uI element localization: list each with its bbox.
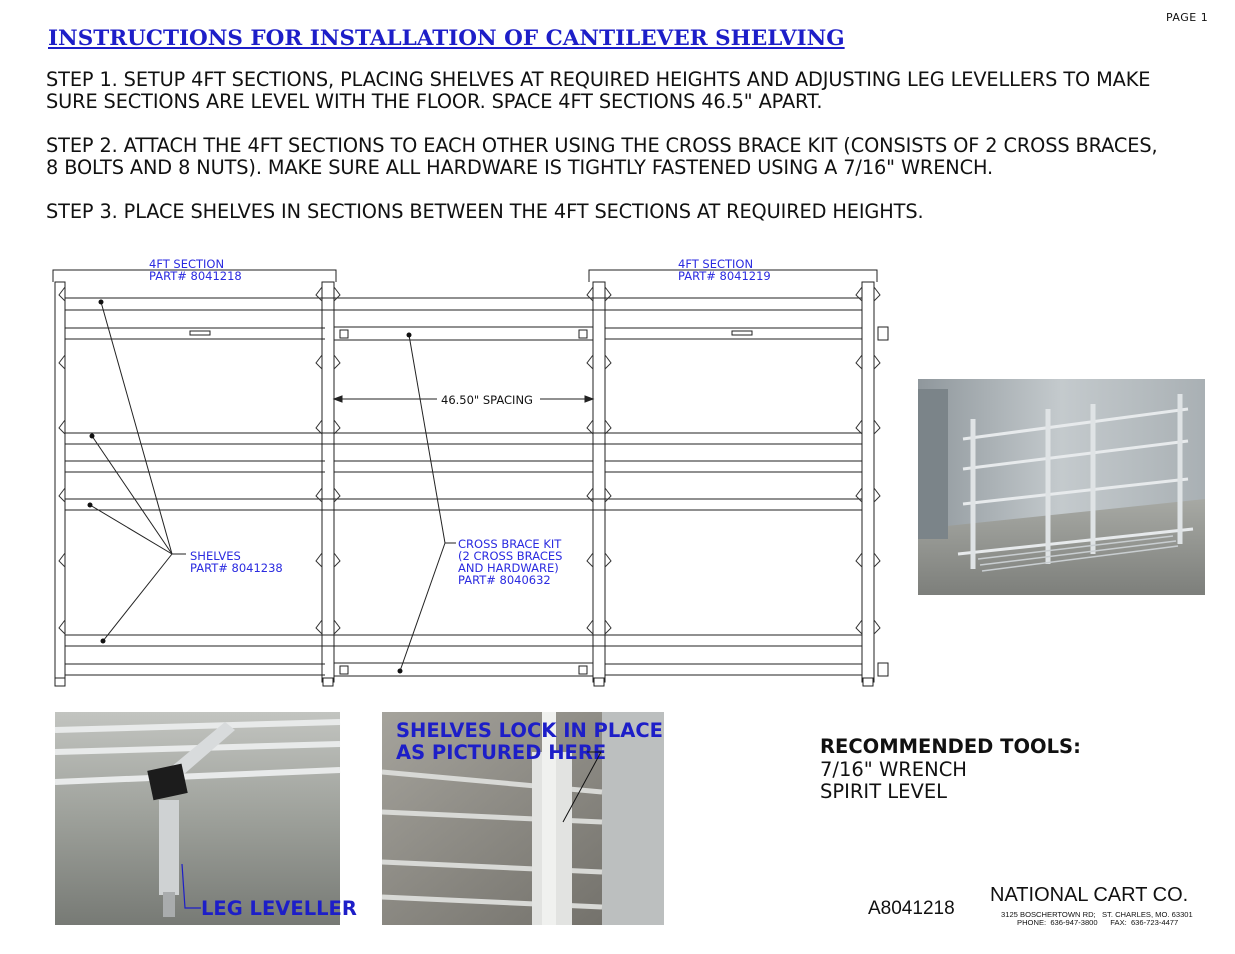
shelf-3: [65, 461, 862, 472]
section-right-label: 4FT SECTION PART# 8041219: [678, 257, 771, 283]
leveller-foot: [55, 678, 65, 686]
cross-brace-top: [334, 327, 593, 340]
upright: [862, 282, 874, 682]
tools-heading: RECOMMENDED TOOLS:: [820, 735, 1081, 758]
shelf-top: [65, 298, 862, 310]
spacing-dimension: 46.50" SPACING: [437, 393, 537, 407]
step-1-line-2: SURE SECTIONS ARE LEVEL WITH THE FLOOR. SPACE 4FT SECTIONS 46.5" APART.: [46, 90, 823, 113]
step-1-line-1: STEP 1. SETUP 4FT SECTIONS, PLACING SHELVES AT REQUIRED HEIGHTS AND ADJUSTING LEG LEVELLERS TO MAKE: [46, 68, 1151, 91]
step-2-line-2: 8 BOLTS AND 8 NUTS). MAKE SURE ALL HARDWARE IS TIGHTLY FASTENED USING A 7/16" WRENCH.: [46, 156, 994, 179]
shelf-lock-photo: [382, 712, 664, 925]
leveller-foot: [323, 678, 333, 686]
bracket-end: [878, 663, 888, 676]
step-2-line-1: STEP 2. ATTACH THE 4FT SECTIONS TO EACH OTHER USING THE CROSS BRACE KIT (CONSISTS OF 2 CROSS BRACES,: [46, 134, 1158, 157]
cross-brace-label: CROSS BRACE KIT (2 CROSS BRACES AND HARDWARE) PART# 8040632: [458, 537, 563, 587]
company-name: NATIONAL CART CO.: [990, 884, 1189, 906]
bracket-end: [878, 327, 888, 340]
leg-leveller-callout: LEG LEVELLER: [201, 897, 357, 920]
document-number: A8041218: [868, 898, 955, 919]
leveller-foot: [863, 678, 873, 686]
label-plate: [190, 331, 210, 335]
tool-item: 7/16" WRENCH: [820, 758, 967, 781]
cross-brace-bottom: [334, 663, 593, 676]
shelf-4: [65, 499, 862, 510]
leveller-leader: [55, 712, 340, 925]
step-3-line-1: STEP 3. PLACE SHELVES IN SECTIONS BETWEEN THE 4FT SECTIONS AT REQUIRED HEIGHTS.: [46, 200, 924, 223]
company-address: 3125 BOSCHERTOWN RD; ST. CHARLES, MO. 63301: [1001, 910, 1193, 919]
cross-brace-leaders: [400, 335, 456, 671]
tool-item: SPIRIT LEVEL: [820, 780, 948, 803]
shelf-2: [65, 433, 862, 444]
upright: [322, 282, 334, 682]
shelf-lock-callout-line-1: SHELVES LOCK IN PLACE: [396, 719, 663, 742]
page-label: PAGE 1: [1166, 11, 1209, 24]
page-title: INSTRUCTIONS FOR INSTALLATION OF CANTILEVER SHELVING: [48, 26, 845, 51]
shelf-bottom: [65, 635, 862, 646]
shelf-lock-callout-line-2: AS PICTURED HERE: [396, 741, 607, 764]
upright: [593, 282, 605, 682]
label-plate: [732, 331, 752, 335]
leg-leveller-photo: [55, 712, 357, 925]
leveller-foot: [594, 678, 604, 686]
section-left-label: 4FT SECTION PART# 8041218: [149, 257, 242, 283]
installed-shelving-photo: [918, 379, 1205, 595]
shelf-lock-leader: [382, 712, 664, 925]
shelves-label: SHELVES PART# 8041238: [190, 549, 283, 575]
company-phone: PHONE: 636-947-3800 FAX: 636-723-4477: [1017, 918, 1179, 927]
